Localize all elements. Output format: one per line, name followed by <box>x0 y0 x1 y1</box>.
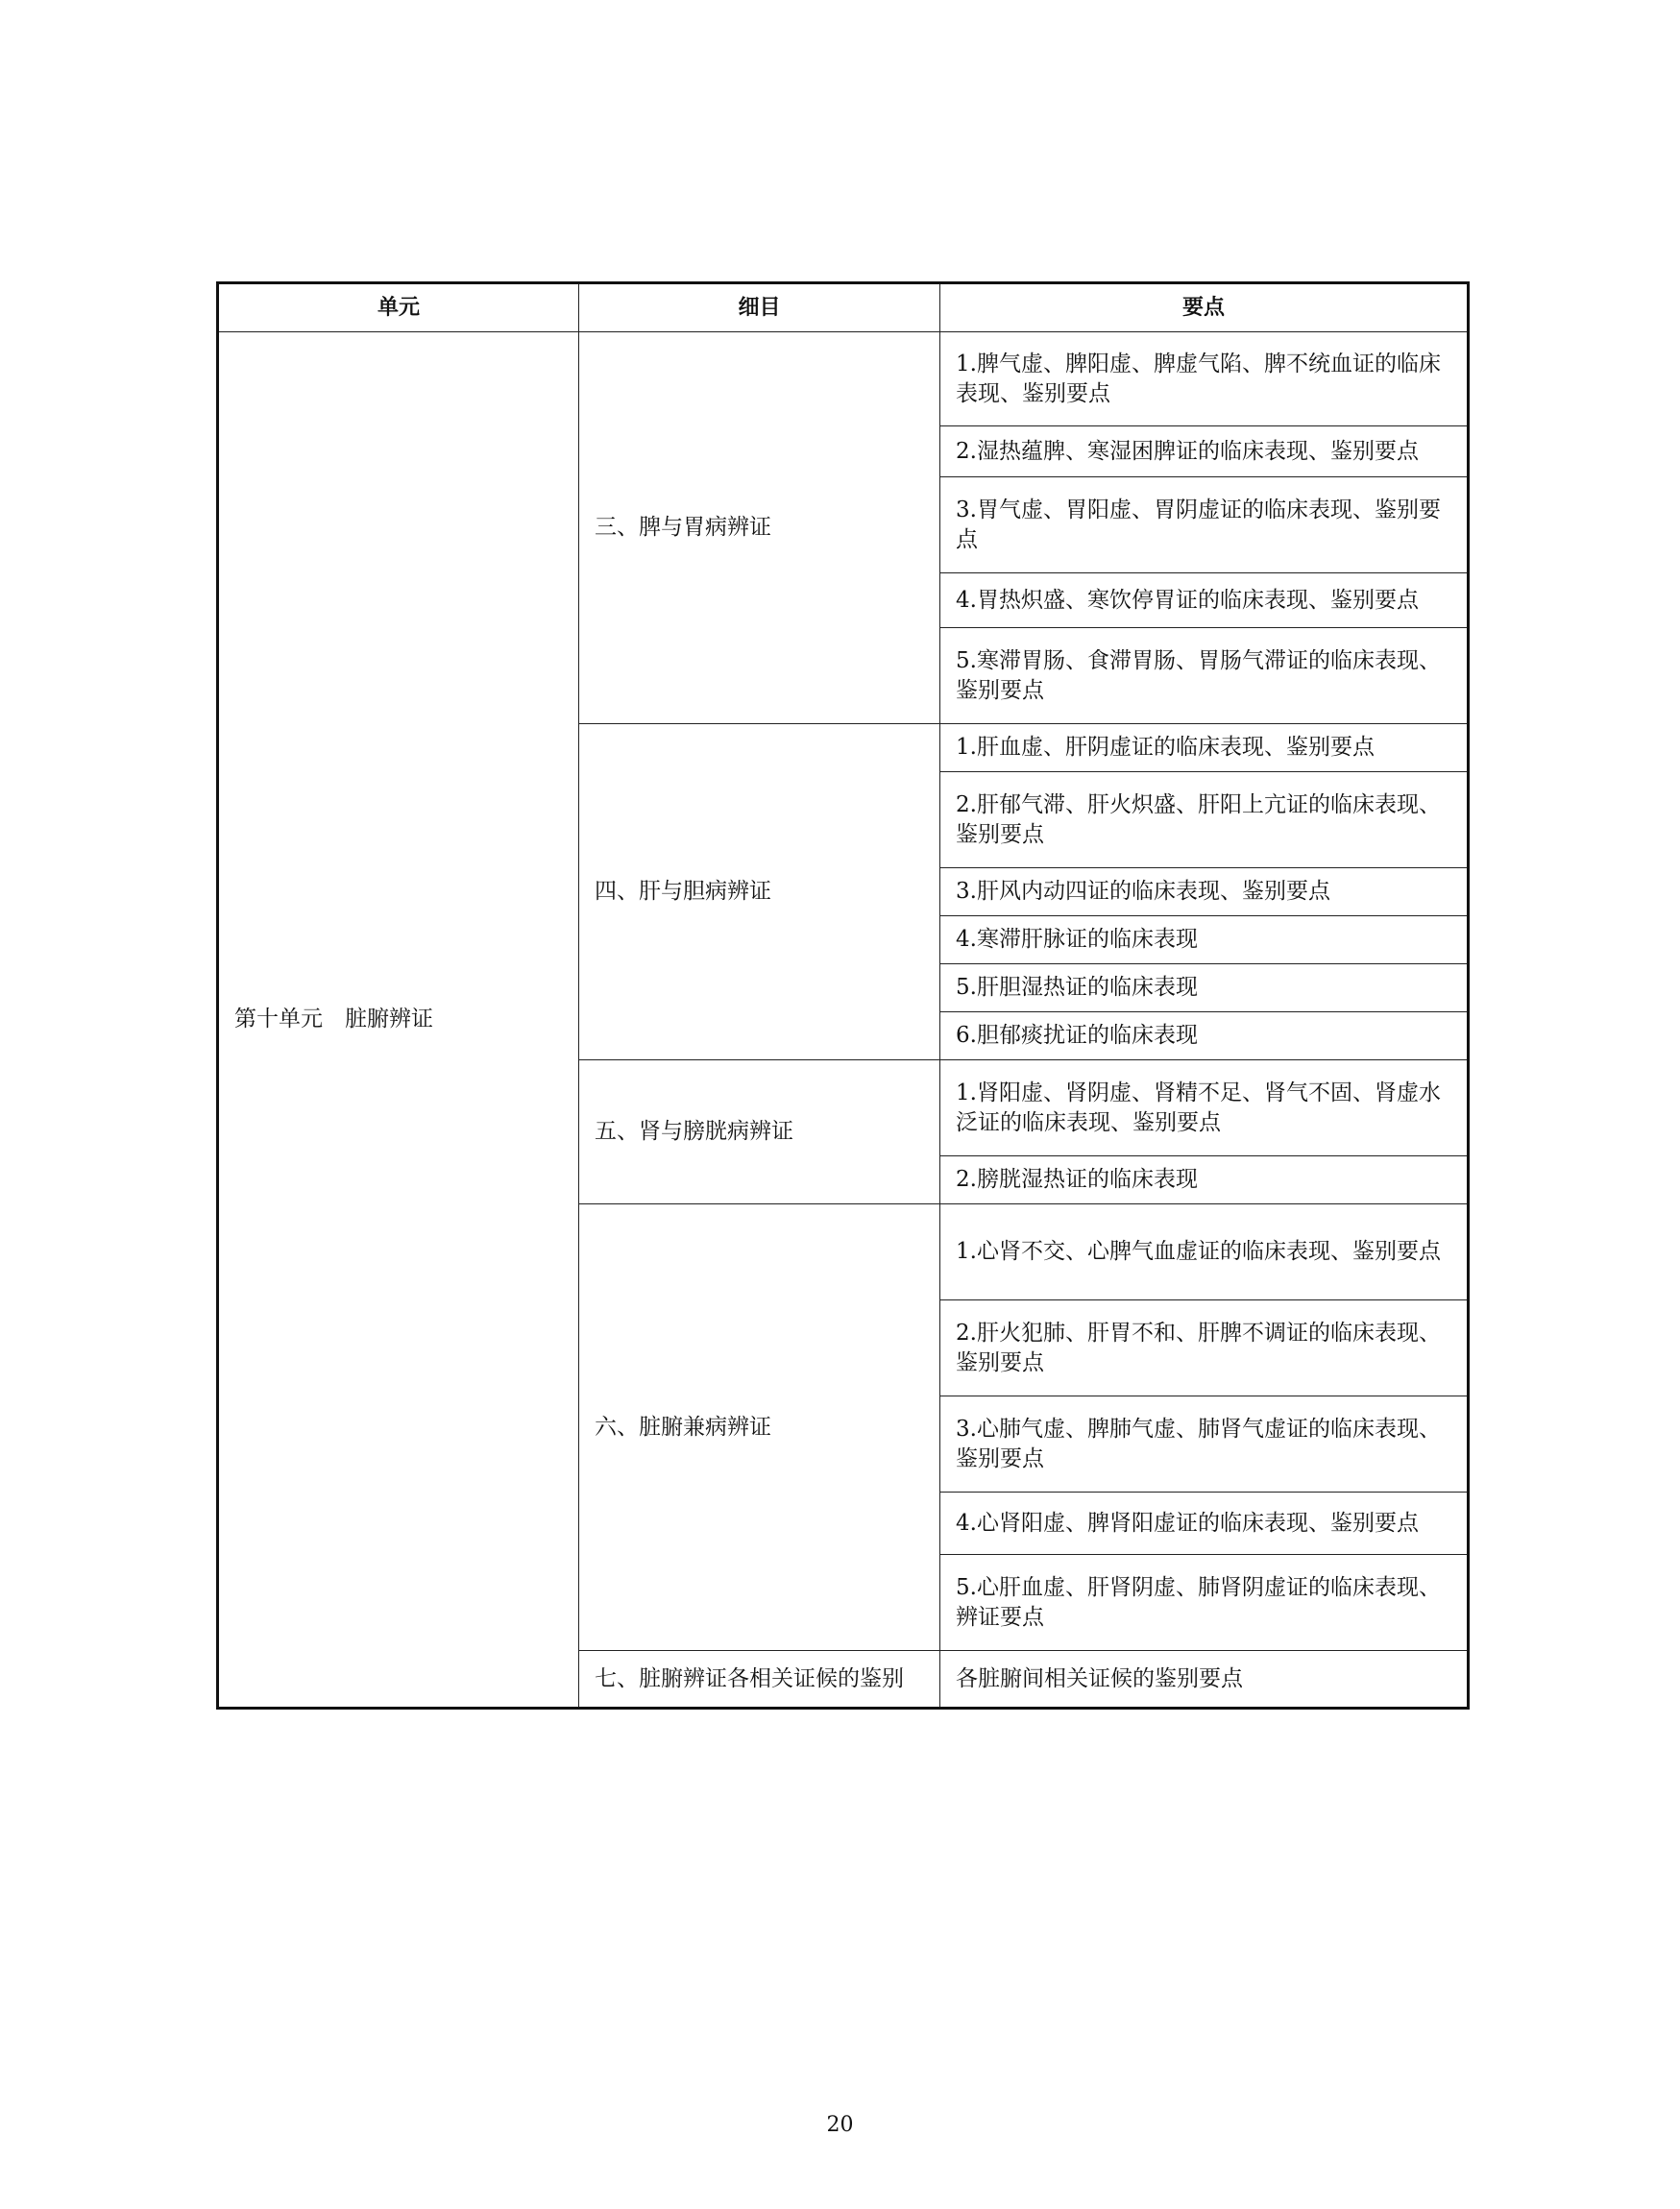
header-row <box>218 283 1469 332</box>
item-cell: 五、肾与膀胱病辨证 <box>579 1060 940 1204</box>
table-row <box>218 332 1469 426</box>
header-unit: 单元 <box>218 283 579 332</box>
item-cell: 四、肝与胆病辨证 <box>579 724 940 1060</box>
point-cell: 1.肾阳虚、肾阴虚、肾精不足、肾气不固、肾虚水泛证的临床表现、鉴别要点 <box>940 1060 1469 1156</box>
point-cell: 1.心肾不交、心脾气血虚证的临床表现、鉴别要点 <box>940 1204 1469 1300</box>
page-number: 20 <box>826 2113 854 2137</box>
point-cell: 4.心肾阳虚、脾肾阳虚证的临床表现、鉴别要点 <box>940 1493 1469 1555</box>
item-cell: 六、脏腑兼病辨证 <box>579 1204 940 1651</box>
point-cell: 1.脾气虚、脾阳虚、脾虚气陷、脾不统血证的临床表现、鉴别要点 <box>940 332 1469 426</box>
point-cell: 2.肝郁气滞、肝火炽盛、肝阳上亢证的临床表现、鉴别要点 <box>940 772 1469 868</box>
point-cell: 6.胆郁痰扰证的临床表现 <box>940 1012 1469 1060</box>
item-cell: 三、脾与胃病辨证 <box>579 332 940 724</box>
point-cell: 5.肝胆湿热证的临床表现 <box>940 964 1469 1012</box>
point-cell: 2.肝火犯肺、肝胃不和、肝脾不调证的临床表现、鉴别要点 <box>940 1300 1469 1396</box>
item-cell: 七、脏腑辨证各相关证候的鉴别 <box>579 1651 940 1709</box>
point-cell: 3.肝风内动四证的临床表现、鉴别要点 <box>940 868 1469 916</box>
point-cell: 4.胃热炽盛、寒饮停胃证的临床表现、鉴别要点 <box>940 573 1469 628</box>
point-cell: 5.寒滞胃肠、食滞胃肠、胃肠气滞证的临床表现、鉴别要点 <box>940 628 1469 724</box>
point-cell: 4.寒滞肝脉证的临床表现 <box>940 916 1469 964</box>
header-points: 要点 <box>940 283 1469 332</box>
point-cell: 5.心肝血虚、肝肾阴虚、肺肾阴虚证的临床表现、辨证要点 <box>940 1555 1469 1651</box>
unit-cell: 第十单元 脏腑辨证 <box>218 332 579 1709</box>
header-item: 细目 <box>579 283 940 332</box>
point-cell: 1.肝血虚、肝阴虚证的临床表现、鉴别要点 <box>940 724 1469 772</box>
point-cell: 各脏腑间相关证候的鉴别要点 <box>940 1651 1469 1709</box>
syllabus-table <box>216 281 1470 1710</box>
point-cell: 3.心肺气虚、脾肺气虚、肺肾气虚证的临床表现、鉴别要点 <box>940 1396 1469 1493</box>
point-cell: 2.膀胱湿热证的临床表现 <box>940 1156 1469 1204</box>
point-cell: 3.胃气虚、胃阳虚、胃阴虚证的临床表现、鉴别要点 <box>940 477 1469 573</box>
point-cell: 2.湿热蕴脾、寒湿困脾证的临床表现、鉴别要点 <box>940 426 1469 477</box>
